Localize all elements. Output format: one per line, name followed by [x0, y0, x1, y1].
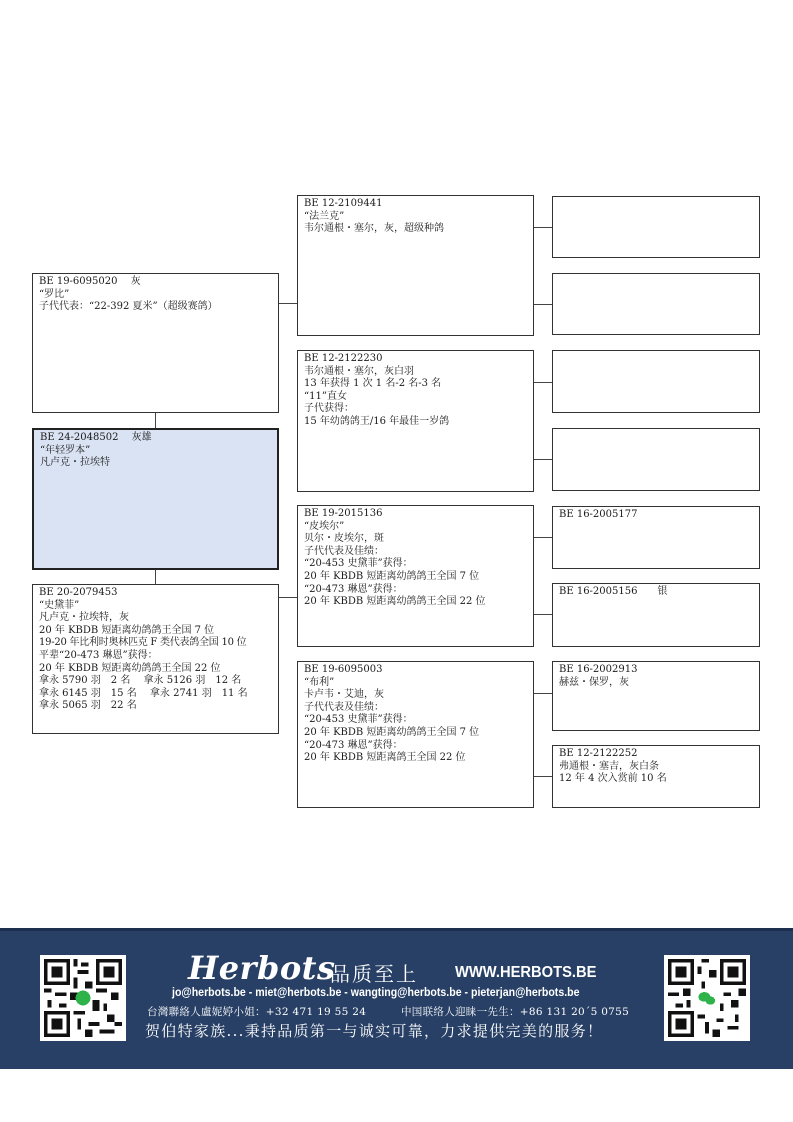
- connector-line: [534, 537, 552, 538]
- ds-line: 贝尔・皮埃尔，斑: [304, 533, 384, 545]
- gg8-line: 12 年 4 次入赏前 10 名: [559, 773, 667, 785]
- ss-line: “法兰克”: [304, 210, 345, 222]
- website: WWW.HERBOTS.BE: [455, 964, 597, 981]
- sd-line: 子代获得：: [304, 403, 354, 415]
- dam-line: 拿永 5065 羽 22 名: [39, 700, 137, 712]
- ss-line: 韦尔通根・塞尔，灰，超级种鸽: [304, 223, 444, 235]
- dd-line: 子代代表及佳绩：: [304, 701, 384, 713]
- connector-line: [534, 693, 552, 694]
- gg-box-2: [552, 273, 760, 335]
- connector-line: [279, 303, 297, 304]
- ds-line: 子代代表及佳绩：: [304, 545, 384, 557]
- ds-line: 20 年 KBDB 短距离幼鸽鸽王全国 7 位: [304, 570, 480, 582]
- ss-line: BE 12-2109441: [304, 198, 383, 209]
- connector-line: [534, 382, 552, 383]
- wechat-icon: [664, 955, 750, 1041]
- dam-line: BE 20-2079453: [39, 587, 118, 598]
- connector-line: [534, 304, 552, 305]
- gg8-line: 弗通根・塞吉，灰白条: [559, 760, 659, 772]
- connector-line: [534, 776, 552, 777]
- dam-line: 平辈“20-473 琳恩”获得：: [39, 649, 158, 661]
- gg-box-5: [552, 506, 760, 569]
- contact-taiwan: 台灣聯絡人盧妮婷小姐：+32 471 19 55 24: [147, 1006, 367, 1018]
- dam-line: 凡卢克・拉埃特，灰: [39, 612, 129, 624]
- sire-line: BE 19-6095020 灰: [39, 276, 141, 287]
- dd-line: 20 年 KBDB 短距离鸽王全国 22 位: [304, 752, 466, 764]
- ds-line: BE 19-2015136: [304, 508, 383, 519]
- dd-line: BE 19-6095003: [304, 664, 383, 675]
- dam-line: 20 年 KBDB 短距离幼鸽鸽王全国 7 位: [39, 624, 215, 636]
- connector-line: [534, 227, 552, 228]
- gg-box-4: [552, 428, 760, 491]
- dam-line: 19-20 年比利时奥林匹克 F 类代表鸽全国 10 位: [39, 637, 247, 649]
- dd-line: “20-473 琳恩”获得：: [304, 739, 403, 751]
- gg6-line: BE 16-2005156 银: [559, 586, 668, 597]
- sd-line: “11”直女: [304, 390, 347, 402]
- herbots-logo: Herbots: [188, 949, 336, 987]
- dd-line: “20-453 史黛菲”获得：: [304, 714, 413, 726]
- ds-line: “皮埃尔”: [304, 520, 345, 532]
- gg-box-7: [552, 661, 760, 731]
- gg-box-1: [552, 196, 760, 258]
- gg8-line: BE 12-2122252: [559, 748, 638, 759]
- subject-line: BE 24-2048502 灰雄: [40, 432, 152, 443]
- ds-line: “20-453 史黛菲”获得：: [304, 558, 413, 570]
- dam-line: 20 年 KBDB 短距离幼鸽鸽王全国 22 位: [39, 662, 221, 674]
- dd-line: 卡卢韦・艾迪，灰: [304, 689, 384, 701]
- connector-line: [534, 614, 552, 615]
- sd-line: BE 12-2122230: [304, 353, 383, 364]
- sire-sire-box: [297, 195, 534, 336]
- contact-china: 中国联络人迎睐一先生：+86 131 20´5 0755: [401, 1006, 630, 1018]
- subject-line: “年轻罗本”: [40, 444, 91, 456]
- dam-sire-box: [297, 505, 534, 647]
- gg-box-3: [552, 350, 760, 413]
- footer-banner: [0, 928, 793, 1069]
- connector-line: [155, 413, 156, 428]
- sd-line: 13 年获得 1 次 1 名-2 名-3 名: [304, 378, 442, 390]
- gg-box-6: [552, 583, 760, 647]
- motto: 贺伯特家族...秉持品质第一与诚实可靠，力求提供完美的服务！: [145, 1022, 604, 1040]
- dam-line: “史黛菲”: [39, 599, 80, 611]
- ds-line: “20-473 琳恩”获得：: [304, 583, 403, 595]
- sire-box: [32, 273, 279, 413]
- sd-line: 15 年幼鸽鸽王/16 年最佳一岁鸽: [304, 415, 450, 427]
- dd-line: “布利”: [304, 676, 335, 688]
- qr-code-icon: [40, 955, 126, 1041]
- sire-line: 子代代表：“22-392 夏米”（超级赛鸽）: [39, 301, 218, 313]
- gg7-line: BE 16-2002913: [559, 664, 638, 675]
- connector-line: [534, 459, 552, 460]
- dam-line: 拿永 5790 羽 2 名 拿永 5126 羽 12 名: [39, 675, 242, 687]
- sire-line: “罗比”: [39, 288, 70, 300]
- dam-line: 拿永 6145 羽 15 名 拿永 2741 羽 11 名: [39, 687, 248, 699]
- dam-box: [32, 584, 279, 734]
- ds-line: 20 年 KBDB 短距离幼鸽鸽王全国 22 位: [304, 596, 486, 608]
- contact-emails: jo@herbots.be - miet@herbots.be - wangting@herbots.be - pieterjan@herbots.be: [172, 987, 580, 999]
- gg5-line: BE 16-2005177: [559, 509, 638, 520]
- connector-line: [279, 597, 297, 598]
- gg7-line: 赫兹・保罗，灰: [559, 676, 629, 688]
- gg-box-8: [552, 745, 760, 808]
- subject-box: [32, 428, 279, 570]
- connector-line: [155, 570, 156, 584]
- dam-dam-box: [297, 661, 534, 808]
- dd-line: 20 年 KBDB 短距离幼鸽鸽王全国 7 位: [304, 726, 480, 738]
- sd-line: 韦尔通根・塞尔，灰白羽: [304, 365, 414, 377]
- sire-dam-box: [297, 350, 534, 492]
- subject-line: 凡卢克・拉埃特: [40, 457, 110, 469]
- slogan: 品质至上: [330, 962, 418, 986]
